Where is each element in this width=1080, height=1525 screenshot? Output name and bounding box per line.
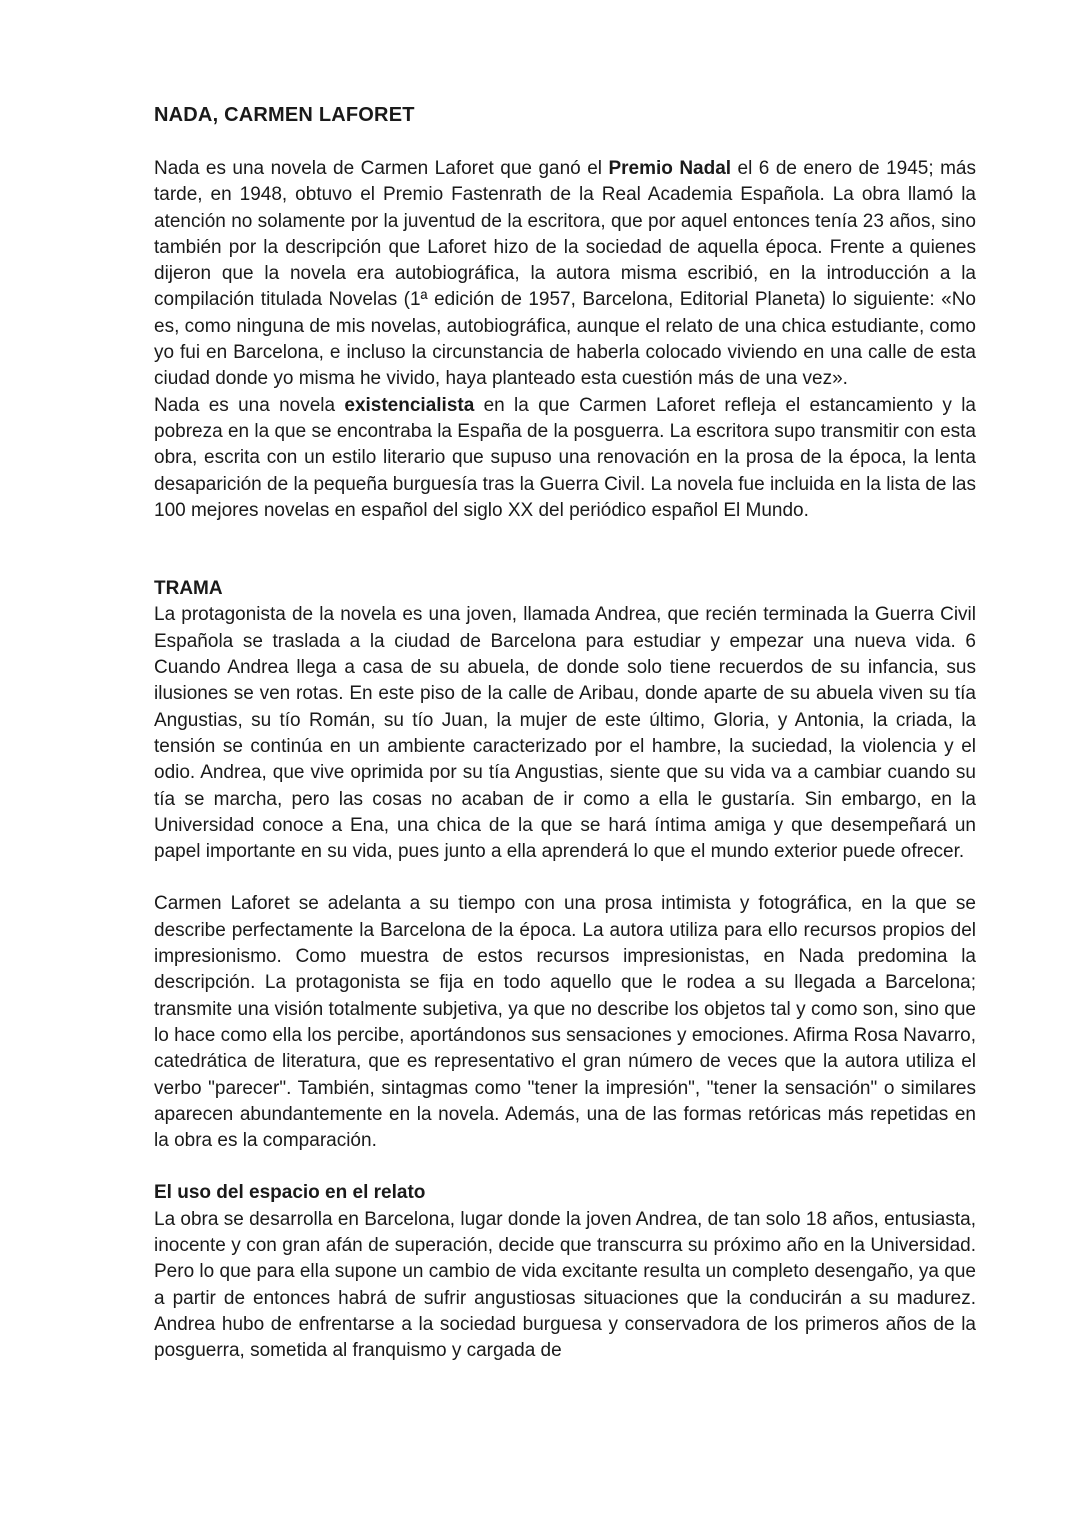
spacer (154, 1154, 976, 1180)
existencialista-bold: existencialista (344, 394, 475, 416)
document-page (154, 100, 976, 1364)
trama-paragraph-1: La protagonista de la novela es una joven, llamada Andrea, que recién terminada la Guerra Civil Española se traslada a la ciudad de Barcelona para estudiar y empezar una nueva vida. 6 Cuando Andrea llega a casa de su abuela, de donde solo tiene recuerdos de su infancia, sus ilusiones se ven rotas. En este piso de la calle de Aribau, donde aparte de su abuela viven su tía Angustias, su tío Román, su tío Juan, la mujer de este último, Gloria, y Antonia, la criada, la tensión se continúa en un ambiente caracterizado por el hambre, la suciedad, la violencia y el odio. Andrea, que vive oprimida por su tía Angustias, siente que su vida va a cambiar cuando su tía se marcha, pero las cosas no acaban de ir como a ella le gustaría. Sin embargo, en la Universidad conoce a Ena, una chica de la que se hará íntima amiga y que desempeñará un papel importante en su vida, pues junto a ella aprenderá lo que el mundo exterior puede ofrecer. (154, 604, 976, 863)
intro-p2-text-b: en la que Carmen Laforet refleja el estancamiento y la pobreza en la que se encontraba la España de la posguerra. La escritora supo transmitir con esta obra, escrita con un estilo literario que supuso una renovación en la prosa de la época, la lenta desaparición de la pequeña burguesía tras la Guerra Civil. La novela fue incluida en la lista de las 100 mejores novelas en español del siglo XX del periódico español El Mundo. (154, 394, 977, 521)
espacio-heading: El uso del espacio en el relato (154, 1182, 426, 1204)
spacer (154, 524, 976, 576)
intro-paragraph-2 (154, 393, 976, 524)
intro-p1-text-b: el 6 de enero de 1945; más tarde, en 1948, obtuvo el Premio Fastenrath de la Real Academia Española. La obra llamó la atención no solamente por la juventud de la escritora, que por aquel entonces tenía 23 años, sino también por la descripción que Laforet hizo de la sociedad de aquella época. Frente a quienes dijeron que la novela era autobiográfica, la autora misma escribió, en la introducción a la compilación titulada Novelas (1ª edición de 1957, Barcelona, Editorial Planeta) lo siguiente: «No es, como ninguna de mis novelas, autobiográfica, aunque el relato de una chica estudiante, como yo fui en Barcelona, e incluso la circunstancia de haberla colocado viviendo en una calle de esta ciudad donde yo misma he vivido, haya planteado esta cuestión más de una vez». (154, 158, 976, 390)
intro-p2-text-a: Nada es una novela (154, 394, 345, 416)
trama-heading: TRAMA (154, 578, 223, 600)
intro-paragraph-1 (154, 156, 976, 393)
document-title: NADA, CARMEN LAFORET (154, 104, 415, 126)
premio-nadal-bold: Premio Nadal (608, 158, 732, 179)
spacer (154, 865, 976, 891)
espacio-paragraph-1: La obra se desarrolla en Barcelona, lugar donde la joven Andrea, de tan solo 18 años, entusiasta, inocente y con gran afán de superación, decide que transcurra su próximo año en la Universidad. Pero lo que para ella supone un cambio de vida excitante resulta un completo desengaño, ya que a partir de entonces habrá de sufrir angustiosas situaciones que la conducirán a su madurez. Andrea hubo de enfrentarse a la sociedad burguesa y conservadora de los primeros años de la posguerra, sometida al franquismo y cargada de (154, 1208, 976, 1362)
intro-p1-text-a: Nada es una novela de Carmen Laforet que ganó el (154, 158, 609, 179)
trama-paragraph-2: Carmen Laforet se adelanta a su tiempo con una prosa intimista y fotográfica, en la que se describe perfectamente la Barcelona de la época. La autora utiliza para ello recursos propios del impresionismo. Como muestra de estos recursos impresionistas, en Nada predomina la descripción. La protagonista se fija en todo aquello que le rodea a su llegada a Barcelona; transmite una visión totalmente subjetiva, ya que no describe los objetos tal y como son, sino que lo hace como ella los percibe, aportándonos sus sensaciones y emociones. Afirma Rosa Navarro, catedrática de literatura, que es representativo el gran número de veces que la autora utiliza el verbo "parecer". También, sintagmas como "tener la impresión", "tener la sensación" o similares aparecen abundantemente en la novela. Además, una de las formas retóricas más repetidas en la obra es la comparación. (154, 893, 976, 1152)
